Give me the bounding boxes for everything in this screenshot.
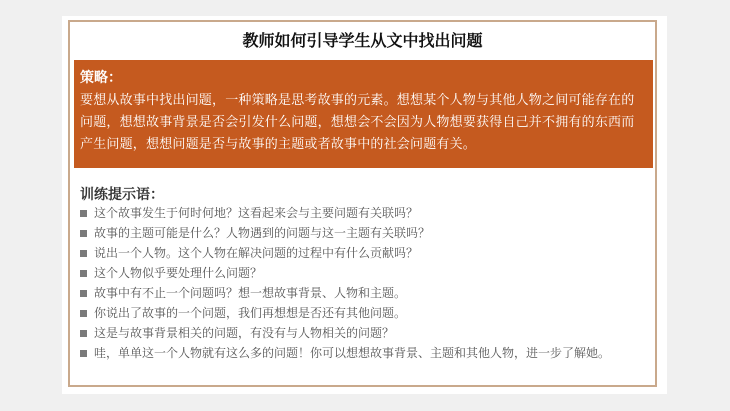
square-bullet-icon — [80, 210, 87, 217]
tip-text: 你说出了故事的一个问题，我们再想想是否还有其他问题。 — [94, 306, 407, 320]
tip-text: 这个故事发生于何时何地？这看起来会与主要问题有关联吗？ — [94, 206, 419, 220]
list-item — [80, 324, 649, 344]
list-item — [80, 284, 649, 304]
strategy-heading: 策略： — [80, 70, 122, 86]
slide — [62, 16, 667, 394]
strategy-box — [74, 60, 653, 168]
square-bullet-icon — [80, 250, 87, 257]
tip-text: 这个人物似乎要处理什么问题？ — [94, 266, 263, 280]
tip-text: 故事的主题可能是什么？人物遇到的问题与这一主题有关联吗？ — [94, 226, 431, 240]
square-bullet-icon — [80, 310, 87, 317]
strategy-text: 要想从故事中找出问题，一种策略是思考故事的元素。想想某个人物与其他人物之间可能存在的问题，想想故事背景是否会引发什么问题，想想会不会因为人物想要获得自己并不拥有的东西而产生问题，想想问题是否与故事的主题或者故事中的社会问题有关。 — [80, 93, 635, 152]
tip-text: 哇，单单这一个人物就有这么多的问题！你可以想想故事背景、主题和其他人物，进一步了解她。 — [94, 346, 611, 360]
square-bullet-icon — [80, 290, 87, 297]
tip-text: 故事中有不止一个问题吗？想一想故事背景、人物和主题。 — [94, 286, 407, 300]
list-item — [80, 224, 649, 244]
page-title: 教师如何引导学生从文中找出问题 — [242, 31, 483, 50]
square-bullet-icon — [80, 270, 87, 277]
list-item — [80, 244, 649, 264]
list-item — [80, 264, 649, 284]
list-item — [80, 304, 649, 324]
square-bullet-icon — [80, 230, 87, 237]
list-item — [80, 204, 649, 224]
tips-heading: 训练提示语： — [80, 187, 164, 203]
tips-list — [80, 204, 649, 364]
content-frame — [68, 20, 657, 387]
square-bullet-icon — [80, 330, 87, 337]
list-item — [80, 344, 649, 364]
tip-text: 这是与故事背景相关的问题，有没有与人物相关的问题？ — [94, 326, 395, 340]
square-bullet-icon — [80, 350, 87, 357]
tip-text: 说出一个人物。这个人物在解决问题的过程中有什么贡献吗？ — [94, 246, 419, 260]
